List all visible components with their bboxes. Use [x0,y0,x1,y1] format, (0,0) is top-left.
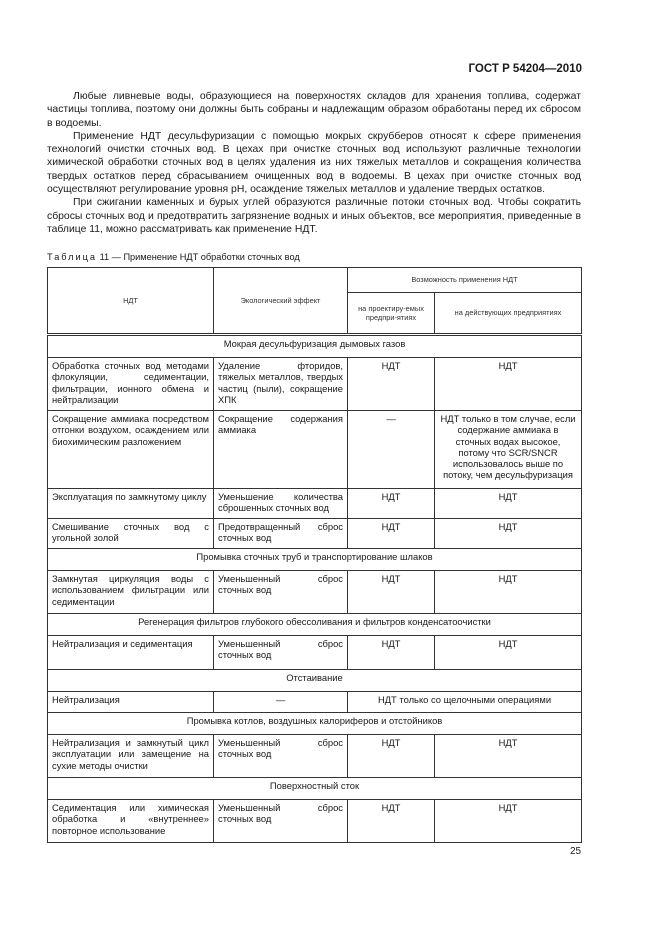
section-header: Поверхностный сток [48,778,582,800]
cell-ndt: Нейтрализация и седиментация [48,636,214,670]
header-ndt: НДТ [48,268,214,335]
cell-effect: Уменьшение количества сброшенных сточных вод [214,489,348,519]
section-header: Мокрая десульфуризация дымовых газов [48,335,582,358]
cell-new-plants: НДТ [348,800,435,843]
cell-effect: Уменьшенный сброс сточных вод [214,571,348,614]
cell-effect: — [214,692,348,713]
table-row [48,571,582,614]
cell-ndt: Нейтрализация и замкнутый цикл эксплуатации или замещение на сухие методы очистки [48,735,214,778]
cell-new-plants: НДТ [348,358,435,411]
cell-existing-plants: НДТ только в том случае, если содержание аммиака в сточных водах высокое, потому что SCR/SNCR использовалось выше по потоку, чем десульфуризация [435,411,582,489]
page-number: 25 [570,846,582,857]
cell-new-plants: НДТ [348,489,435,519]
section-header: Промывка сточных труб и транспортирование шлаков [48,549,582,571]
cell-new-plants: НДТ [348,735,435,778]
cell-ndt: Сокращение аммиака посредством отгонки воздухом, осаждением или биохимическим разложением [48,411,214,489]
cell-applicability: НДТ только со щелочными операциями [348,692,582,713]
cell-ndt: Эксплуатация по замкнутому циклу [48,489,214,519]
cell-new-plants: НДТ [348,571,435,614]
cell-existing-plants: НДТ [435,636,582,670]
cell-ndt: Нейтрализация [48,692,214,713]
section-header: Промывка котлов, воздушных калориферов и отстойников [48,713,582,735]
cell-effect: Уменьшенный сброс сточных вод [214,735,348,778]
header-effect: Экологический эффект [214,268,348,335]
cell-effect: Сокращение содержания аммиака [214,411,348,489]
header-new-plants: на проектиру-емых предпри-ятиях [348,293,435,335]
table-row [48,411,582,489]
cell-existing-plants: НДТ [435,519,582,549]
cell-effect: Предотвращенный сброс сточных вод [214,519,348,549]
table-body [48,335,582,843]
cell-effect: Уменьшенный сброс сточных вод [214,636,348,670]
body-text [47,90,581,236]
table-caption [47,252,300,262]
cell-effect: Уменьшенный сброс сточных вод [214,800,348,843]
cell-ndt: Обработка сточных вод методами флокуляции, седиментации, фильтрации, ионного обмена и нейтрализации [48,358,214,411]
table-row [48,692,582,713]
cell-existing-plants: НДТ [435,571,582,614]
cell-existing-plants: НДТ [435,735,582,778]
table-row [48,519,582,549]
paragraph: Любые ливневые воды, образующиеся на поверхностях складов для хранения топлива, содержат частицы топлива, поэтому они должны быть собраны и надлежащим образом обработаны перед их сбросом в водоемы. [47,91,581,129]
table-row [48,800,582,843]
header-possibility: Возможность применения НДТ [348,268,582,293]
cell-new-plants: НДТ [348,519,435,549]
cell-new-plants: — [348,411,435,489]
document-code: ГОСТ Р 54204—2010 [468,63,582,75]
table-row [48,735,582,778]
cell-ndt: Седиментация или химическая обработка и «внутреннее» повторное использование [48,800,214,843]
table-row [48,358,582,411]
cell-existing-plants: НДТ [435,358,582,411]
cell-ndt: Смешивание сточных вод с угольной золой [48,519,214,549]
section-header: Отстаивание [48,670,582,692]
paragraph: При сжигании каменных и бурых углей образуются различные потоки сточных вод. Чтобы сократить сбросы сточных вод и предотвратить загрязнение водных и иных объектов, все мероприятия, приведенные в таблице 11, можно рассматривать как применение НДТ. [47,197,581,235]
ndt-table [47,267,582,843]
cell-effect: Удаление фторидов, тяжелых металлов, твердых частиц (пыли), сокращение ХПК [214,358,348,411]
cell-ndt: Замкнутая циркуляция воды с использованием фильтрации или седиментации [48,571,214,614]
table-row [48,489,582,519]
cell-existing-plants: НДТ [435,489,582,519]
table-row [48,636,582,670]
header-existing-plants: на действующих предприятиях [435,293,582,335]
cell-existing-plants: НДТ [435,800,582,843]
table-caption-title: — Применение НДТ обработки сточных вод [111,252,300,262]
section-header: Регенерация фильтров глубокого обессоливания и фильтров конденсатоочистки [48,614,582,636]
table-caption-prefix: Таблица [47,252,98,262]
paragraph: Применение НДТ десульфуризации с помощью мокрых скрубберов относят к сфере применения технологий очистки сточных вод. В цехах при очистке сточных вод используют различные технологии химической обработки сточных вод в целях удаления из них тяжелых металлов и сокращения количества твердых остатков перед сбрасыванием очищенных вод в водоемы. В цехах при очистке сточных вод осуществляют регулирование уровня pH, осаждение тяжелых металлов и удаление твердых остатков. [47,130,581,196]
table-caption-number: 11 [99,252,110,262]
cell-new-plants: НДТ [348,636,435,670]
